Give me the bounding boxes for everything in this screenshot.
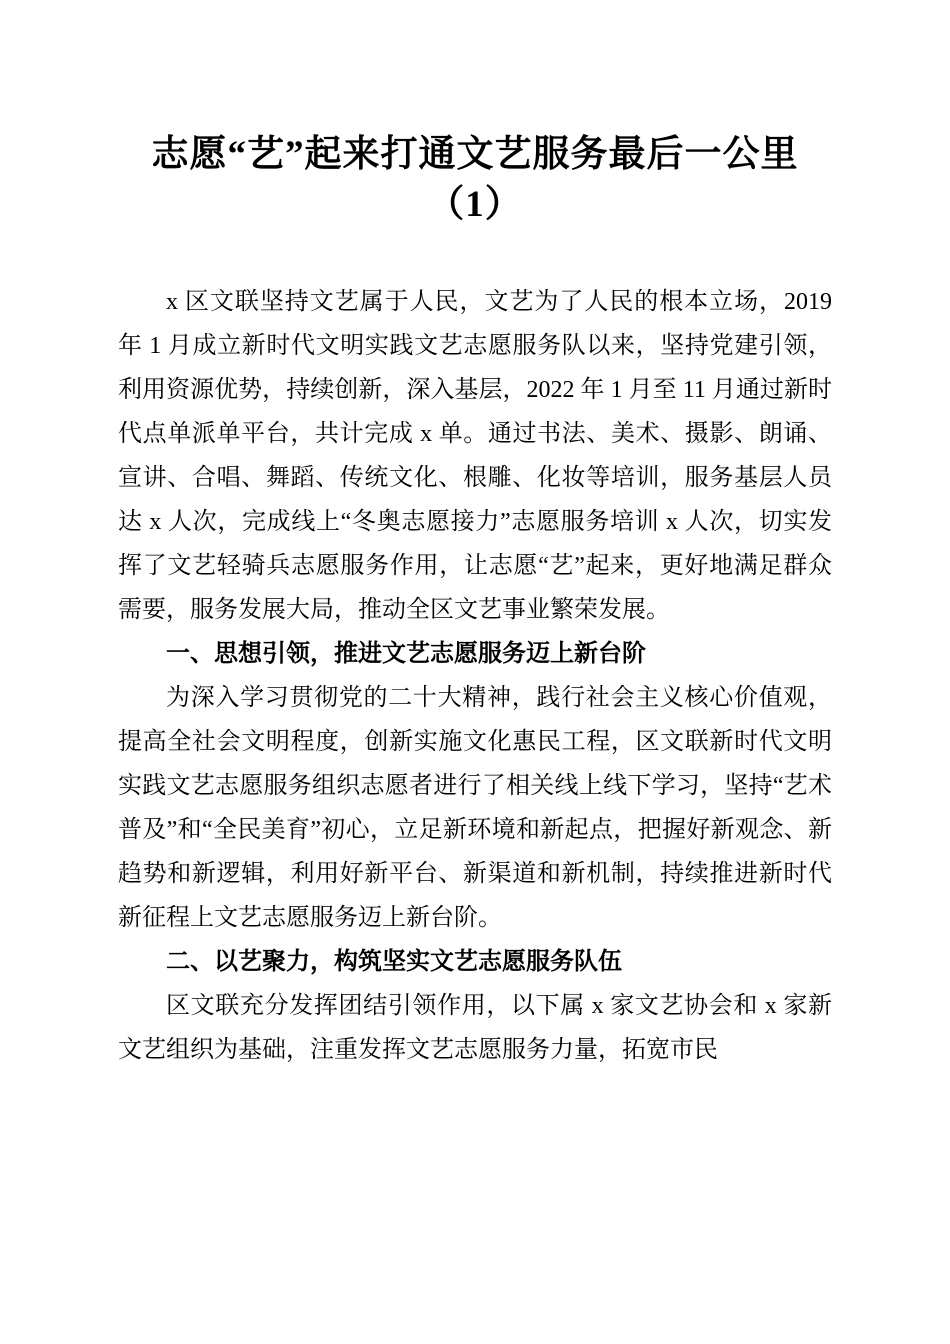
document-title-line1: 志愿“艺”起来打通文艺服务最后一公里: [151, 134, 799, 175]
body-paragraph: 区文联充分发挥团结引领作用，以下属 x 家文艺协会和 x 家新文艺组织为基础，注重发挥文艺志愿服务力量，拓宽市民: [118, 993, 832, 1063]
document-title-line2: （1）: [427, 184, 523, 225]
body-paragraph: x 区文联坚持文艺属于人民，文艺为了人民的根本立场，2019 年 1 月成立新时代文明实践文艺志愿服务队以来，坚持党建引领，利用资源优势，持续创新，深入基层，2022 年 1 月至 11 月通过新时代点单派单平台，共计完成 x 单。通过书法、美术、摄影、朗诵、宣讲、合唱、舞蹈、传统文化、根雕、化妆等培训，服务基层人员达 x 人次，完成线上“冬奥志愿接力”志愿服务培训 x 人次，切实发挥了文艺轻骑兵志愿服务作用，让志愿“艺”起来，更好地满足群众需要，服务发展大局，推动全区文艺事业繁荣发展。: [118, 289, 832, 623]
section-heading: 二、以艺聚力，构筑坚实文艺志愿服务队伍: [166, 948, 622, 975]
section-heading: 一、思想引领，推进文艺志愿服务迈上新台阶: [166, 640, 646, 667]
body-paragraph: 为深入学习贯彻党的二十大精神，践行社会主义核心价值观，提高全社会文明程度，创新实施文化惠民工程，区文联新时代文明实践文艺志愿服务组织志愿者进行了相关线上线下学习，坚持“艺术普及”和“全民美育”初心，立足新环境和新起点，把握好新观念、新趋势和新逻辑，利用好新平台、新渠道和新机制，持续推进新时代新征程上文艺志愿服务迈上新台阶。: [118, 685, 832, 931]
document-body: [118, 280, 832, 1072]
document-title: [118, 130, 832, 230]
